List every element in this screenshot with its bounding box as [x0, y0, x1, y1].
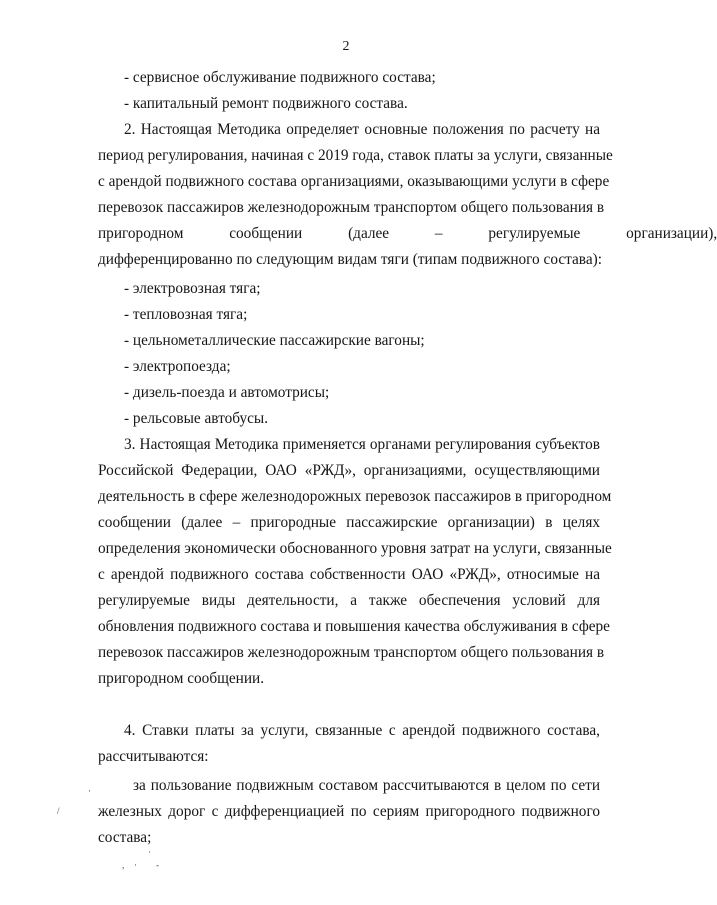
paragraph-2-line-5: пригородном сообщении (далее – регулируемые организации), [98, 225, 717, 242]
paragraph-5-line-1: за пользование подвижным составом рассчитываются в целом по сети [133, 777, 600, 794]
paragraph-3-line-5: определения экономически обоснованного уровня затрат на услуги, связанные [98, 540, 612, 557]
paragraph-3-line-7: регулируемые виды деятельности, а также обеспечения условий для [98, 592, 600, 609]
scan-speck: · [148, 847, 151, 857]
paragraph-3-line-1: 3. Настоящая Методика применяется органами регулирования субъектов [124, 436, 600, 453]
scan-speck: · [88, 786, 91, 796]
paragraph-3-line-4: сообщении (далее – пригородные пассажирские организации) в целях [98, 514, 600, 531]
list-item-rail-buses: - рельсовые автобусы. [124, 410, 269, 427]
scan-speck: · [134, 860, 137, 870]
paragraph-3-line-2: Российской Федерации, ОАО «РЖД», организациями, осуществляющими [98, 462, 600, 479]
list-item-diesel-trains: - дизель-поезда и автомотрисы; [124, 384, 330, 401]
paragraph-3-line-3: деятельность в сфере железнодорожных перевозок пассажиров в пригородном [98, 488, 612, 505]
paragraph-2-line-1: 2. Настоящая Методика определяет основные положения по расчету на [124, 121, 600, 138]
list-item-electric-trains: - электропоезда; [124, 358, 231, 375]
paragraph-5-line-3: состава; [98, 829, 152, 846]
scan-speck: - [156, 860, 159, 870]
list-item-diesel-traction: - тепловозная тяга; [124, 306, 248, 323]
paragraph-3-line-8: обновления подвижного состава и повышения качества обслуживания в сфере [98, 618, 610, 635]
paragraph-4-line-2: рассчитываются: [98, 748, 209, 765]
scan-speck: / [57, 806, 60, 816]
paragraph-2-line-6: дифференцированно по следующим видам тяги (типам подвижного состава): [98, 251, 602, 268]
paragraph-3-line-6: с арендой подвижного состава собственности ОАО «РЖД», относимые на [98, 566, 600, 583]
paragraph-5-line-2: железных дорог с дифференциацией по сериям пригородного подвижного [98, 803, 600, 820]
paragraph-2-line-2: период регулирования, начиная с 2019 года, ставок платы за услуги, связанные [98, 147, 613, 164]
paragraph-3-line-10: пригородном сообщении. [98, 670, 265, 687]
page-number: 2 [342, 39, 350, 54]
list-item-electric-traction: - электровозная тяга; [124, 280, 261, 297]
paragraph-3-line-9: перевозок пассажиров железнодорожным транспортом общего пользования в [98, 644, 605, 661]
scan-speck: , [122, 860, 125, 870]
paragraph-2-line-4: перевозок пассажиров железнодорожным транспортом общего пользования в [98, 199, 605, 216]
list-item-service-maintenance: - сервисное обслуживание подвижного состава; [124, 69, 436, 86]
paragraph-2-line-3: с арендой подвижного состава организациями, оказывающими услуги в сфере [98, 173, 610, 190]
list-item-capital-repair: - капитальный ремонт подвижного состава. [124, 95, 408, 112]
paragraph-4-line-1: 4. Ставки платы за услуги, связанные с арендой подвижного состава, [124, 722, 600, 739]
list-item-passenger-cars: - цельнометаллические пассажирские вагоны; [124, 332, 425, 349]
